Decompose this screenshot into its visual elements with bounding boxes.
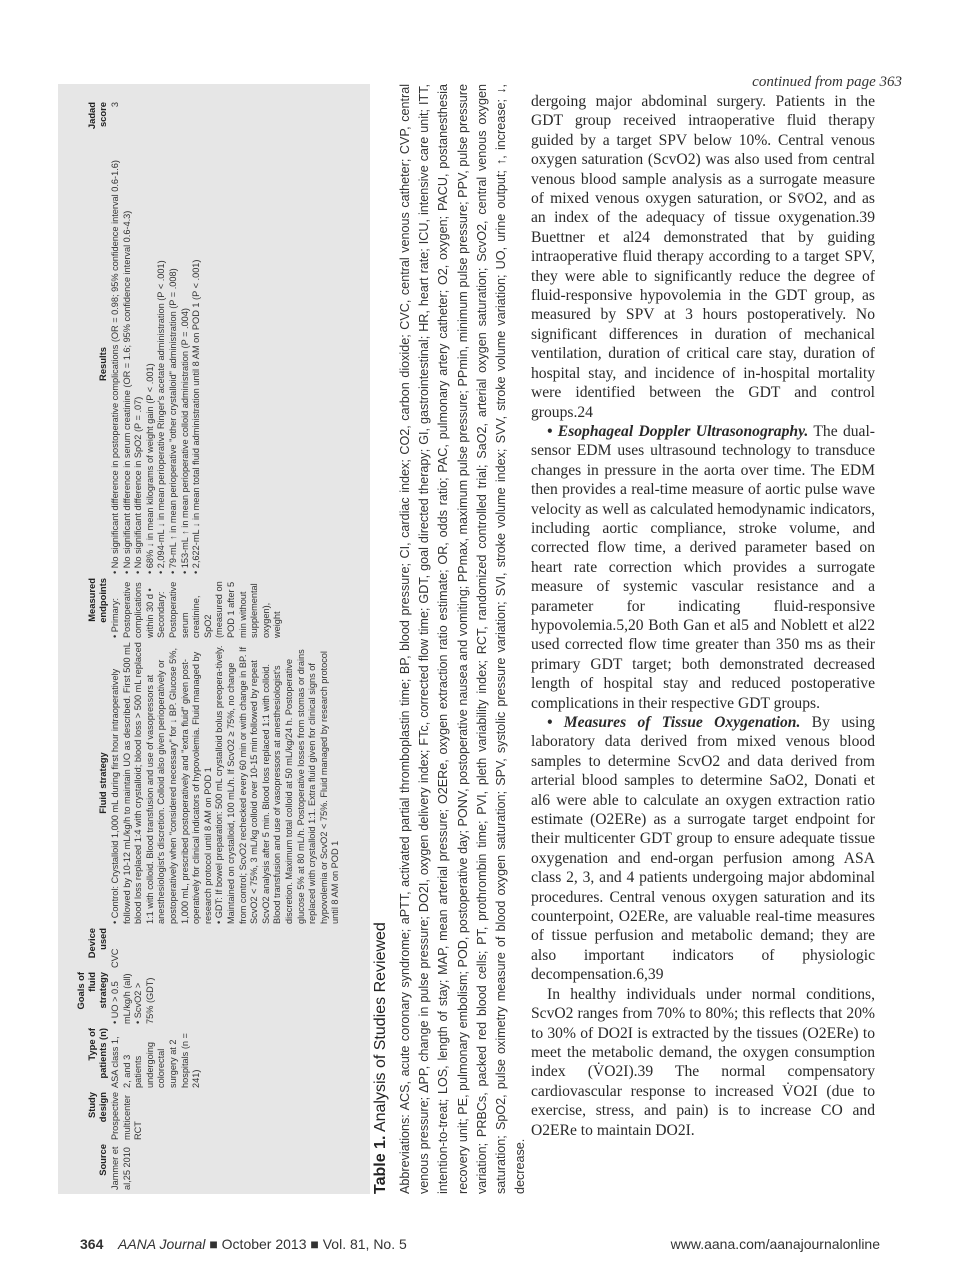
paragraph-doppler-title: • Esophageal Doppler Ultrasonography. [547,422,809,440]
cell-jadad: 3 [110,102,120,108]
table-caption [372,84,390,1194]
cell-device: CVC [110,948,120,968]
table-caption-label: Table 1. [372,1135,389,1194]
header-endpoints: Measured endpoints [86,578,108,623]
cell-type-of-patients: ASA class 1, 2, and 3 patients undergoing colorectal surgery at 2 hospitals (n = 241) [110,1033,202,1088]
paragraph-spv: dergoing major abdominal surgery. Patients in the GDT group received intraoperative fluid therapy guided by a target SPV below 10%. Central venous oxygen saturation (ScvO2) was also used from central venous blood sample analysis as a surrogate measure of mixed venous oxygen saturation, or Sv̄O2, and as an index of the adequacy of tissue oxygenation.39 Buettner et al24 demonstrated that by guiding intraoperative fluid therapy according to a target SPV, they were able to significantly reduce the degree of fluid-responsive hypovolemia in the GDT group, as measured by SPV at 3 hours postoperatively. No significant differences in duration of mechanical ventilation, duration of critical care stay, duration of hospital stay, and incidence of in-hospital mortality were identified between the GDT and control groups.24 [531,93,875,421]
table-abbreviations: Abbreviations: ACS, acute coronary syndrome; aPTT, activated partial thromboplastin time; BP, blood pressure; CI, cardiac index; CO2, carbon dioxide; CVC, central venous catheter; CVP, central venous pressure; ΔPP, change in pulse pressure; DO2I, oxygen delivery index; FTc, corrected flow time; GDT, goal directed therapy; GI, gastrointestinal; HR, heart rate; ICU, intensive care unit; ITT, intention-to-treat; LOS, length of stay; MAP, mean arterial pressure; O2ERe, oxygen extraction ratio estimate; OR, odds ratio; PAC, pulmonary artery catheter; O2, oxygen; PACU, postanesthesia recovery unit; PE, pulmonary embolism; POD, postoperative day; PONV, postoperative nausea and vomiting; PPmax, maximum pulse pressure; PPmin, minimum pulse pressure; PPV, pulse pressure variation; PRBCs, packed red blood cells; PT, prothrombin time; PVI, pleth variability index; RCT, randomized controlled trial; SaO2, arterial oxygen saturation; ScvO2, central venous oxygen saturation; SpO2, pulse oximetry measure of blood oxygen saturation; SPV, systolic pressure variation; SVI, stroke volume index; SVV, stroke volume variation; UO, urine output; ↑, increase; ↓, decrease. [398,84,528,1194]
header-jadad: Jadad score [86,102,108,130]
header-results: Results [97,347,108,381]
journal-url: www.aana.com/aanajournalonline [670,1236,880,1252]
table-region [58,84,528,1194]
header-fluid-strategy: Fluid strategy [97,752,108,814]
cell-fluid-strategy: • Control: Crystalloid 1,000 mL during first hour intraoperatively followed by 10-12 mL/kg/h to maintain UO as described. First 500 mL blood loss replaced 1:4 with crystalloid; blood loss > 500 mL replaced 1:1 with colloid. Blood transfusion and use of vasopressors at anesthesiologist's discretion. Colloid also given perioperatively or postoperatively when "considered necessary" for ↓ BP. Glucose 5%, 1,000 mL, prescribed postoperatively and "extra fluid" given post-operatively for clinical indicators of hypovolemia. Fluid managed by research protocol until 8 AM on POD 1 • GDT: If bowel preparation: 500 mL crystalloid bolus preopera-tively. Maintained on crystalloid, 100 mL/h. If ScvO2 ≥ 75%, no change from control; ScvO2 rechecked every 60 min or with change in BP. If ScvO2 < 75%, 3 mL/kg colloid over 10-15 min followed by repeat ScvO2 analysis after 5 min. Blood loss replaced 1:1 with colloid. Blood transfusion and use of vasopressors at anesthesiologist's discretion. Maximum total colloid at 50 mL/kg/24 h. Postoperative glucose 5% at 80 mL/h. Postoperative losses from stomas or drains replaced with crystalloid 1:1. Extra fluid given for clinical signs of hypovolemia or ScvO2 < 75%. Fluid managed by research protocol until 8 AM on POD 1 [110,642,341,924]
body-text-column [531,92,875,1140]
continued-note: continued from page 363 [752,74,902,90]
cell-results: • No significant difference in postoperative complications (OR = 0.98; 95% confidence interval 0.6-1.6) • No significant difference in serum creatinine (OR = 1.6; 95% confidence interval 0.6-4.3) • No significant difference in SpO2 (P = .07) • 68% ↓ in mean kilograms of weight gain (P < .001) • 2,094-mL ↓ in mean perioperative Ringer's acetate administration (P < .001) • 79-mL ↑ in mean perioperative "other crystalloid" administration (P = .008) • 153-mL ↑ in mean perioperative colloid administration (P = .004) • 2,622-mL ↓ in mean total fluid administration until 8 AM on POD 1 (P < .001) [110,160,202,574]
cell-goals: • UO > 0.5 mL/kg/h (all) • ScvO2 > 75% (GDT) [110,973,155,1024]
paragraph-oxygenation-title: • Measures of Tissue Oxygenation. [547,714,801,731]
header-goals: Goals of fluid strategy [75,972,108,1010]
journal-name: AANA Journal [118,1236,206,1252]
cell-endpoints: • Primary: Postoperative complications within 30 d • Secondary: Postoperative serum creatinine, SpO2 (measured on POD 1 after 5 min without supplemental oxygen), weight [110,581,283,638]
header-study-design: Study design [86,1092,108,1123]
paragraph-oxygenation-text: By using laboratory data derived from mixed venous blood samples to determine ScvO2 and data derived from arterial blood samples to determine SaO2, Donati et al6 were able to calculate an oxygen extraction ratio estimate (O2ERe) as a surrogate target endpoint for their multicenter GDT group to ensure adequate tissue oxygenation and end-organ perfusion among ASA class 2, 3, and 4 patients undergoing major abdominal procedures. Central venous oxygen saturation and its counterpoint, O2ERe, are valuable real-time measures of tissue perfusion and metabolic demand; they are also important indicators of physiologic decompensation.6,39 [531,714,875,984]
journal-issue: ■ October 2013 ■ Vol. 81, No. 5 [209,1236,407,1252]
rotated-table [58,84,528,1194]
page-footer [80,1236,880,1256]
page-number: 364 [80,1236,104,1252]
paragraph-oxygenation [531,713,875,985]
cell-study-design: Prospective multicenter RCT [110,1091,144,1140]
paragraph-scvo2: In healthy individuals under normal conditions, ScvO2 ranges from 70% to 80%; this reflects that 20% to 30% of DO2I is extracted by the tissues (O2ERe) to meet the metabolic demand, the oxygen consumption index (V̇O2I).39 The normal compensatory cardiovascular response to increased V̇O2I (due to exercise, stress, and pain) is to increase CO and O2ERe to maintain DO2I. [531,985,875,1139]
header-source: Source [97,1144,108,1176]
table-header-row [60,84,108,1194]
paragraph-doppler-text: The dual-sensor EDM uses ultrasound technology to transduce changes in pressure in the aorta over time. The EDM then provides a real-time measure of aortic pulse wave velocity as well as calculated hemodynamic indicators, including aortic compliance, stroke volume, and corrected flow time, a derived parameter based on heart rate correction which provides a surrogate measure of systemic vascular resistance and a parameter for indicating fluid-responsive hypovolemia.5,20 Both Gan et al5 and Noblett et al22 used corrected flow time greater than 350 ms as their primary GDT target; both demonstrated decreased length of hospital stay and reduced postoperative complications in their respective GDT groups. [531,422,875,712]
cell-source: Jammer et al,25 2010 [110,1146,132,1190]
header-device: Device used [86,928,108,959]
journal-info [118,1236,407,1252]
table-caption-title: Analysis of Studies Reviewed [372,922,389,1133]
header-type-of-patients: Type of patients (n) [86,1028,108,1079]
paragraph-doppler [531,422,875,713]
